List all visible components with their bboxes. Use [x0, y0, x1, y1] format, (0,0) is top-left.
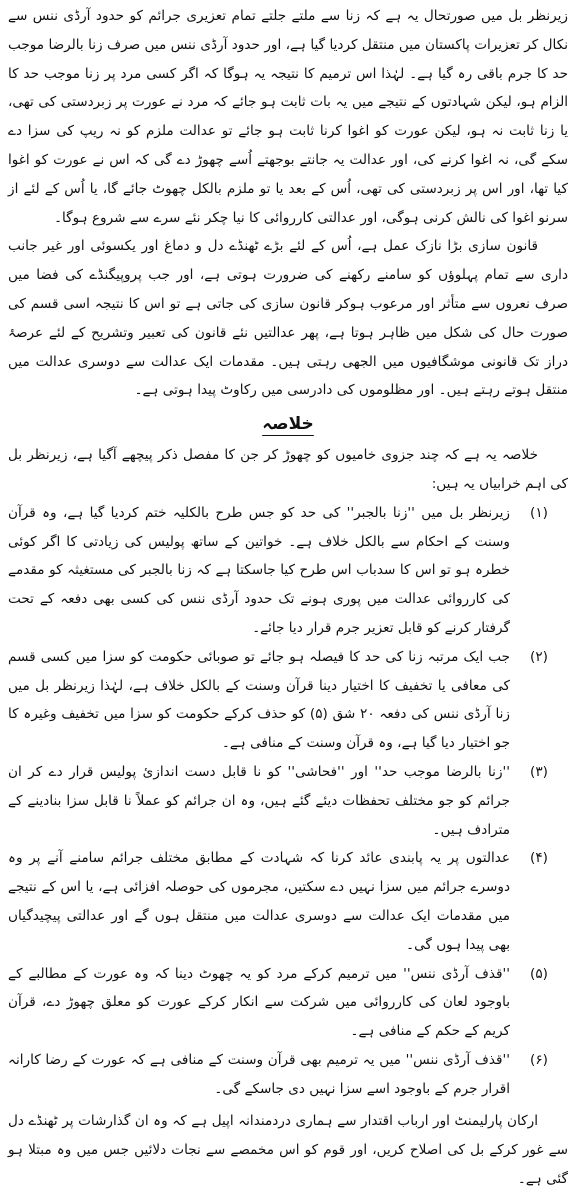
summary-intro: خلاصہ یہ ہے کہ چند جزوی خامیوں کو چھوڑ کر جن کا مفصل ذکر پیچھے آگیا ہے، زیرنظر بل کی اہم خرابیاں یہ ہیں:: [8, 447, 568, 492]
item-text: عدالتوں پر یہ پابندی عائد کرنا کہ شہادت کے مطابق مختلف جرائم سامنے آنے پر وہ دوسرے جرائم میں سزا نہیں دے سکتیں، مجرموں کی حوصلہ افزائی ہے، یا اس کے نتیجے میں مقدمات ایک عدالت سے دوسری عدالت میں منتقل ہوں گے اور عدالتی پیچیدگیاں بھی پیدا ہوں گی۔: [8, 850, 510, 953]
closing-paragraph: ارکان پارلیمنٹ اور ارباب اقتدار سے ہماری دردمندانہ اپیل ہے کہ وہ ان گذارشات پر ٹھنڈے دل سے غور کرکے بل کی اصلاح کریں، اور قوم کو اس مخمصے سے نجات دلائیں جس میں وہ مبتلا ہو گئی ہے۔: [8, 1113, 568, 1188]
item-text: ''زنا بالرضا موجب حد'' اور ''فحاشی'' کو نا قابل دست اندازیٔ پولیس قرار دے کر ان جرائم کو جو مختلف تحفظات دیئے گئے ہیں، وہ ان جرائم کو عملاً نا قابل سزا بنادینے کے مترادف ہیں۔: [8, 763, 510, 838]
item-text: ''قذف آرڈی ننس'' میں یہ ترمیم بھی قرآن وسنت کے منافی ہے کہ عورت کے رضا کارانہ اقرار جرم کے باوجود اسے سزا نہیں دی جاسکے گی۔: [8, 1051, 510, 1097]
section-heading: خلاصہ: [262, 414, 314, 435]
summary-item-5: [8, 960, 568, 1046]
item-number: (۴): [530, 850, 548, 867]
item-text: ''قذف آرڈی ننس'' میں ترمیم کرکے مرد کو یہ چھوٹ دینا کہ وہ عورت کے مطالبے کے باوجود لعان کی کارروائی میں شرکت سے انکار کرکے عورت کو معلق چھوڑ دے، قرآن کریم کے حکم کے منافی ہے۔: [8, 965, 510, 1040]
item-number: (۲): [530, 648, 548, 665]
summary-item-3: [8, 758, 568, 844]
item-text: جب ایک مرتبہ زنا کی حد کا فیصلہ ہو جائے تو صوبائی حکومت کو سزا میں کسی قسم کی معافی یا تخفیف کا اختیار دینا قرآن وسنت کے بالکل خلاف ہے، لہٰذا زیرنظر بل میں زنا آرڈی ننس کی دفعہ ۲۰ شق (۵) کو حذف کرکے حکومت کو سزا میں تخفیف وغیرہ کا جو اختیار دیا گیا ہے، وہ قرآن وسنت کے منافی ہے۔: [8, 648, 510, 752]
summary-item-2: [8, 643, 568, 758]
item-number: (۱): [530, 504, 548, 521]
item-number: (۶): [530, 1051, 548, 1068]
summary-item-6: [8, 1046, 568, 1104]
summary-item-1: [8, 499, 568, 643]
item-number: (۳): [530, 763, 548, 780]
item-text: زیرنظر بل میں ''زنا بالجبر'' کی حد کو جس طرح بالکلیہ ختم کردیا گیا ہے، وہ قرآن وسنت کے احکام سے بالکل خلاف ہے۔ خواتین کے ساتھ پولیس کی زیادتی کا اگر کوئی خطرہ ہو تو اس کا سدباب اس طرح کیا جاسکتا ہے کہ زنا بالجبر کی مستغیثہ کو مقدمے کی کارروائی عدالت میں پوری ہونے تک حدود آرڈی ننس کی کسی بھی دفعہ کے تحت گرفتار کرنے کو قابل تعزیر جرم قرار دیا جائے۔: [8, 504, 510, 636]
summary-item-4: [8, 844, 568, 959]
paragraph-1: زیرنظر بل میں صورتحال یہ ہے کہ زنا سے ملتے جلتے تمام تعزیری جرائم کو حدود آرڈی ننس سے نکال کر تعزیرات پاکستان میں منتقل کردیا گیا ہے، اور حدود آرڈی ننس میں صرف زنا بالرضا موجب حد کا جرم باقی رہ گیا ہے۔ لہٰذا اس ترمیم کا نتیجہ یہ ہوگا کہ اگر کسی مرد پر زنا موجب حد کا الزام ہو، لیکن شہادتوں کے نتیجے میں یہ بات ثابت ہو جائے کہ مرد نے عورت پر زبردستی کی تھی، یا زنا ثابت نہ ہو، لیکن عورت کو اغوا کرنا ثابت ہو جائے تو عدالت ملزم کو نہ ریپ کی سزا دے سکے گی، نہ اغوا کرنے کی، اور عدالت یہ جانتے بوجھتے اُسے چھوڑ دے گی کہ اس نے عورت کو اغوا کیا تھا، اور اس پر زبردستی کی تھی، اُس کے بعد یا تو ملزم بالکل چھوٹ جائے گا، یا اُس کے لئے از سرنو اغوا کی نالش کرنی ہوگی، اور عدالتی کارروائی کا نیا چکر نئے سرے سے شروع ہوگا۔: [8, 8, 568, 226]
paragraph-2: قانون سازی بڑا نازک عمل ہے، اُس کے لئے بڑے ٹھنڈے دل و دماغ اور یکسوئی اور غیر جانب داری سے تمام پہلوؤں کو سامنے رکھنے کی ضرورت ہوتی ہے، اور جب پروپیگنڈے کی فضا میں صرف نعروں سے متأثر اور مرعوب ہوکر قانون سازی کی جاتی ہے تو اس کا نتیجہ اسی قسم کی صورت حال کی شکل میں ظاہر ہوتا ہے، پھر عدالتیں نئے قانون کی تعبیر وتشریح کے لئے عرصۂ دراز تک قانونی موشگافیوں میں الجھی رہتی ہیں۔ مقدمات ایک عدالت سے دوسری عدالت میں منتقل ہوتے رہتے ہیں۔ اور مظلوموں کی دادرسی میں رکاوٹ پیدا ہوتی ہے۔: [8, 238, 568, 399]
item-number: (۵): [530, 965, 548, 982]
